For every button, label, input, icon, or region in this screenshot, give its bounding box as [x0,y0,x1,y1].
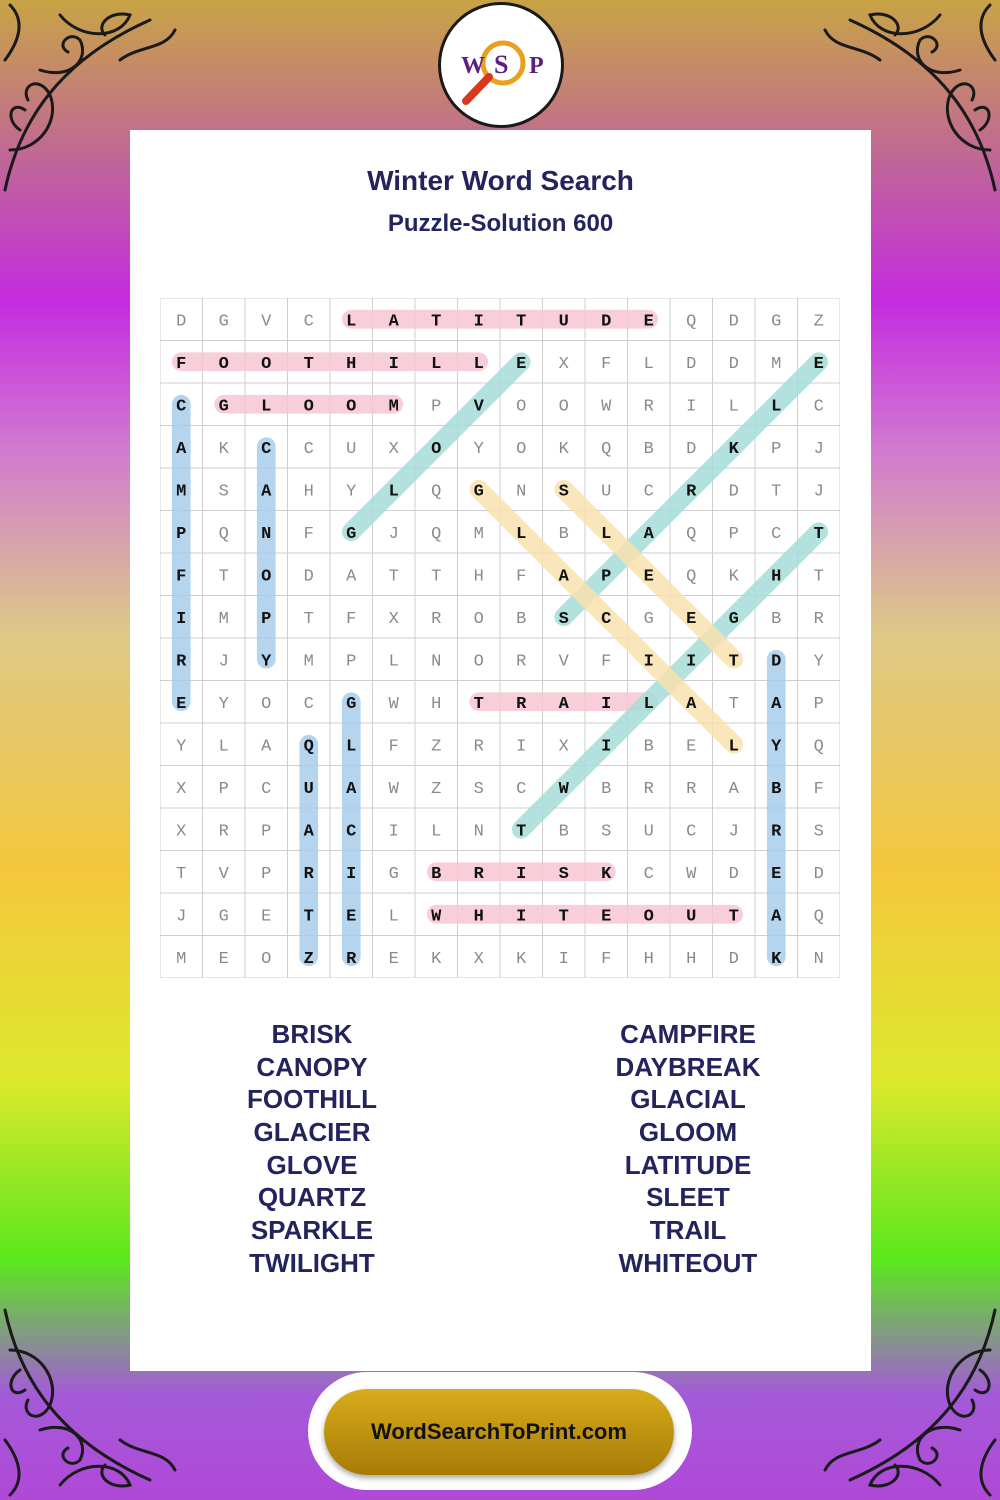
grid-letter-found: R [473,864,484,884]
grid-letter: Q [218,524,229,544]
grid-letter: E [388,949,399,969]
grid-letter: V [218,864,229,884]
grid-letter: Y [218,694,229,714]
grid-letter-found: I [643,652,654,672]
grid-letter: N [473,822,484,842]
grid-letter: P [813,694,824,714]
grid-letter-found: L [771,397,782,417]
grid-letter-found: A [558,694,569,714]
grid-letter-found: C [261,439,272,459]
grid-letter: A [261,737,272,757]
grid-letter: J [218,652,229,672]
grid-letter: E [261,907,272,927]
grid-letter-found: T [516,312,527,332]
grid-letter: F [601,949,612,969]
grid-letter: T [431,567,442,587]
grid-letter-found: Q [303,737,314,757]
grid-letter: F [601,652,612,672]
grid-letter-found: A [176,439,187,459]
grid-letter-found: A [346,779,357,799]
grid-letter: P [728,524,739,544]
grid-letter: C [303,439,314,459]
grid-letter: C [516,779,527,799]
grid-letter-found: G [346,694,357,714]
grid-letter: H [643,949,654,969]
grid-letter: C [643,482,654,502]
grid-letter: F [388,737,399,757]
grid-letter: W [686,864,697,884]
site-badge [308,1372,692,1490]
grid-letter-found: K [728,439,739,459]
grid-letter: C [261,779,272,799]
grid-letter-found: S [558,482,569,502]
grid-letter-found: P [176,524,187,544]
grid-letter: K [516,949,527,969]
grid-letter-found: S [558,864,569,884]
page-title: Winter Word Search [367,165,634,196]
grid-letter: C [686,822,697,842]
grid-letter: D [686,439,697,459]
grid-letter-found: O [261,567,272,587]
grid-letter: O [516,397,527,417]
grid-letter-found: M [388,397,399,417]
grid-letter: P [218,779,229,799]
grid-letter: E [218,949,229,969]
grid-letter-found: Y [261,652,272,672]
site-link-button[interactable]: WordSearchToPrint.com [324,1389,674,1475]
grid-letter: T [728,694,739,714]
grid-letter: O [558,397,569,417]
grid-letter: O [473,609,484,629]
grid-letter-found: I [601,694,612,714]
word-list-item: GLACIAL [630,1084,746,1115]
grid-letter-found: L [261,397,272,417]
grid-letter: J [728,822,739,842]
grid-letter: D [728,354,739,374]
grid-letter-found: E [643,312,654,332]
grid-letter: I [558,949,569,969]
grid-letter: Q [813,907,824,927]
grid-letter-found: L [728,737,739,757]
grid-letter: G [218,312,229,332]
grid-letter: V [558,652,569,672]
grid-letter: N [431,652,442,672]
grid-letter: R [218,822,229,842]
grid-letter: V [261,312,272,332]
grid-letter: X [388,609,399,629]
grid-letter: X [558,354,569,374]
grid-letter: F [601,354,612,374]
grid-letter: B [643,737,654,757]
grid-letter: T [813,567,824,587]
word-list-item: GLOOM [638,1117,738,1148]
grid-letter: B [558,524,569,544]
grid-letter: N [516,482,527,502]
grid-letter-found: R [516,694,527,714]
letter-grid-svg [160,298,840,978]
grid-letter: Q [686,312,697,332]
grid-letter-found: F [176,567,187,587]
page-subtitle: Puzzle-Solution 600 [387,210,614,237]
grid-letter: L [728,397,739,417]
grid-letter: T [176,864,187,884]
grid-letter: B [601,779,612,799]
grid-letter: T [771,482,782,502]
wsp-logo [438,2,564,128]
grid-letter: X [473,949,484,969]
grid-letter: U [601,482,612,502]
grid-letter: L [388,907,399,927]
word-list-item: SPARKLE [250,1215,374,1246]
grid-letter: Z [813,312,824,332]
grid-letter: Z [431,737,442,757]
letter-grid [160,298,840,978]
grid-letter: B [771,609,782,629]
grid-letter-found: L [601,524,612,544]
grid-letter: D [686,354,697,374]
grid-letter-found: V [473,397,484,417]
grid-letter: C [813,397,824,417]
grid-letter-found: L [346,737,357,757]
grid-letter: G [643,609,654,629]
logo-letter-w: W [461,53,485,79]
grid-letter: X [176,779,187,799]
grid-letter-found: D [771,652,782,672]
grid-letter: Y [813,652,824,672]
word-list-item: TRAIL [649,1215,727,1246]
grid-letter-found: U [303,779,314,799]
grid-letter-found: L [473,354,484,374]
grid-letter: T [388,567,399,587]
grid-letter-found: T [516,822,527,842]
grid-letter: S [218,482,229,502]
grid-letter: M [303,652,314,672]
grid-letter: I [686,397,697,417]
word-list-right [538,1018,838,1280]
grid-letter: F [303,524,314,544]
grid-letter: S [473,779,484,799]
grid-letter: D [176,312,187,332]
grid-letter-found: S [558,609,569,629]
grid-letter: G [771,312,782,332]
grid-letter-found: E [176,694,187,714]
grid-letter: X [558,737,569,757]
grid-letter: L [388,652,399,672]
grid-letter: N [813,949,824,969]
word-list-item: CANOPY [256,1051,368,1082]
grid-letter-found: W [558,779,569,799]
grid-letter: R [813,609,824,629]
grid-letter-found: L [388,482,399,502]
grid-letter-found: G [218,397,229,417]
grid-letter-found: E [771,864,782,884]
grid-letter-found: G [728,609,739,629]
grid-letter-found: B [771,779,782,799]
grid-letter: J [176,907,187,927]
word-list-item: GLOVE [266,1149,358,1180]
grid-letter: Z [431,779,442,799]
grid-letter: Q [431,524,442,544]
grid-letter-found: H [346,354,357,374]
grid-letter-found: G [473,482,484,502]
grid-letter: F [516,567,527,587]
word-list-item: SLEET [646,1182,730,1213]
grid-letter-found: M [176,482,187,502]
grid-letter: M [176,949,187,969]
word-list-left [162,1018,462,1280]
grid-letter-found: C [601,609,612,629]
grid-letter-found: C [176,397,187,417]
grid-letter-found: D [601,312,612,332]
grid-letter: L [431,822,442,842]
grid-letter: G [388,864,399,884]
grid-letter-found: O [346,397,357,417]
word-list-item: TWILIGHT [249,1247,375,1278]
grid-letter-found: Y [771,737,782,757]
magnifier-icon [441,5,561,125]
grid-letter: O [516,439,527,459]
grid-letter-found: O [431,439,442,459]
word-list-item: FOOTHILL [247,1084,377,1115]
grid-letter-found: L [431,354,442,374]
grid-letter-found: R [346,949,357,969]
grid-letter: A [346,567,357,587]
grid-letter: Q [601,439,612,459]
grid-letter-found: E [643,567,654,587]
grid-letter: H [431,694,442,714]
grid-letter: C [771,524,782,544]
grid-letter: S [813,822,824,842]
grid-letter: M [771,354,782,374]
grid-letter-found: I [388,354,399,374]
grid-letter: L [218,737,229,757]
grid-letter: D [303,567,314,587]
grid-letter: U [643,822,654,842]
grid-letter: A [728,779,739,799]
grid-letter: S [601,822,612,842]
grid-letter-found: O [303,397,314,417]
grid-letter: H [473,567,484,587]
grid-letter-found: C [346,822,357,842]
grid-letter: L [643,354,654,374]
word-list-item: LATITUDE [624,1149,752,1180]
grid-letter-found: A [261,482,272,502]
grid-letter-found: I [176,609,187,629]
grid-letter-found: T [473,694,484,714]
grid-letter-found: P [601,567,612,587]
grid-letter: R [686,779,697,799]
logo-letter-p: P [529,53,544,79]
grid-letter-found: I [346,864,357,884]
grid-letter-found: T [728,652,739,672]
grid-letter: K [728,567,739,587]
word-list-item: CAMPFIRE [620,1019,756,1049]
word-list-item: DAYBREAK [615,1051,761,1082]
word-list-item: QUARTZ [257,1182,367,1213]
grid-letter: R [431,609,442,629]
grid-letter: D [728,864,739,884]
grid-letter-found: R [176,652,187,672]
grid-letter-found: H [473,907,484,927]
grid-letter-found: R [771,822,782,842]
grid-letter: H [303,482,314,502]
grid-letter-found: A [388,312,399,332]
grid-letter: X [176,822,187,842]
grid-letter: O [261,694,272,714]
grid-letter-found: L [516,524,527,544]
grid-letter: P [261,822,272,842]
grid-letter: B [643,439,654,459]
grid-letter: P [261,864,272,884]
grid-letter: C [303,694,314,714]
grid-letter: W [388,694,399,714]
grid-letter-found: A [558,567,569,587]
grid-letter-found: T [813,524,824,544]
grid-letter-found: P [261,609,272,629]
grid-letter: B [558,822,569,842]
grid-letter: R [473,737,484,757]
grid-letter: C [643,864,654,884]
grid-letter: R [516,652,527,672]
grid-letter-found: U [558,312,569,332]
grid-letter: W [388,779,399,799]
grid-letter-found: E [813,354,824,374]
grid-letter-found: E [686,609,697,629]
grid-letter-found: B [431,864,442,884]
grid-letter: O [473,652,484,672]
grid-letter-found: N [261,524,272,544]
grid-letter: D [728,482,739,502]
grid-letter: U [346,439,357,459]
grid-letter: R [643,779,654,799]
grid-letter: Q [686,524,697,544]
grid-letter: M [218,609,229,629]
grid-letter-found: E [346,907,357,927]
grid-letter-found: T [303,907,314,927]
grid-letter: Q [813,737,824,757]
word-list-item: GLACIER [253,1117,371,1148]
grid-letter: O [261,949,272,969]
grid-letter-found: G [346,524,357,544]
grid-letter-found: E [601,907,612,927]
grid-letter-found: O [218,354,229,374]
grid-letter: Y [346,482,357,502]
grid-letter-found: H [771,567,782,587]
grid-letter: K [431,949,442,969]
grid-letter-found: T [431,312,442,332]
grid-letter: J [813,482,824,502]
grid-letter: X [388,439,399,459]
grid-letter: H [686,949,697,969]
grid-letter-found: L [346,312,357,332]
grid-letter-found: I [686,652,697,672]
grid-letter-found: R [303,864,314,884]
grid-letter-found: A [686,694,697,714]
grid-letter-found: T [728,907,739,927]
grid-letter: C [303,312,314,332]
grid-letter-found: R [686,482,697,502]
grid-letter-found: L [643,694,654,714]
grid-letter: Y [176,737,187,757]
grid-letter-found: Z [303,949,314,969]
grid-letter: P [431,397,442,417]
grid-letter: M [473,524,484,544]
grid-letter: K [558,439,569,459]
logo-letter-s: S [494,50,509,79]
grid-letter: T [218,567,229,587]
grid-letter: Q [686,567,697,587]
grid-letter-found: A [643,524,654,544]
grid-letter: J [388,524,399,544]
grid-letter: F [813,779,824,799]
grid-letter-found: A [303,822,314,842]
grid-letter: D [728,312,739,332]
grid-letter-found: K [601,864,612,884]
grid-letter-found: T [558,907,569,927]
grid-letter-found: A [771,907,782,927]
grid-letter: R [643,397,654,417]
grid-letter-found: T [303,354,314,374]
grid-letter: P [346,652,357,672]
grid-letter: P [771,439,782,459]
word-list-item: BRISK [271,1019,353,1049]
grid-letter: D [728,949,739,969]
grid-letter-found: E [516,354,527,374]
grid-letter: G [218,907,229,927]
grid-letter-found: U [686,907,697,927]
grid-letter-found: O [643,907,654,927]
grid-letter: T [303,609,314,629]
grid-letter-found: I [473,312,484,332]
grid-letter-found: I [516,907,527,927]
grid-letter: K [218,439,229,459]
grid-letter: F [346,609,357,629]
grid-letter: D [813,864,824,884]
puzzle-sheet [130,130,871,1371]
word-list-item: WHITEOUT [618,1247,758,1278]
grid-letter: Q [431,482,442,502]
grid-letter: W [601,397,612,417]
grid-letter: I [388,822,399,842]
grid-letter-found: A [771,694,782,714]
grid-letter: B [516,609,527,629]
grid-letter-found: O [261,354,272,374]
grid-letter: E [686,737,697,757]
grid-letter-found: K [771,949,782,969]
grid-letter: I [516,737,527,757]
grid-letter-found: I [516,864,527,884]
grid-letter: Y [473,439,484,459]
grid-letter-found: W [431,907,442,927]
grid-letter-found: F [176,354,187,374]
grid-letter: J [813,439,824,459]
grid-letter-found: I [601,737,612,757]
